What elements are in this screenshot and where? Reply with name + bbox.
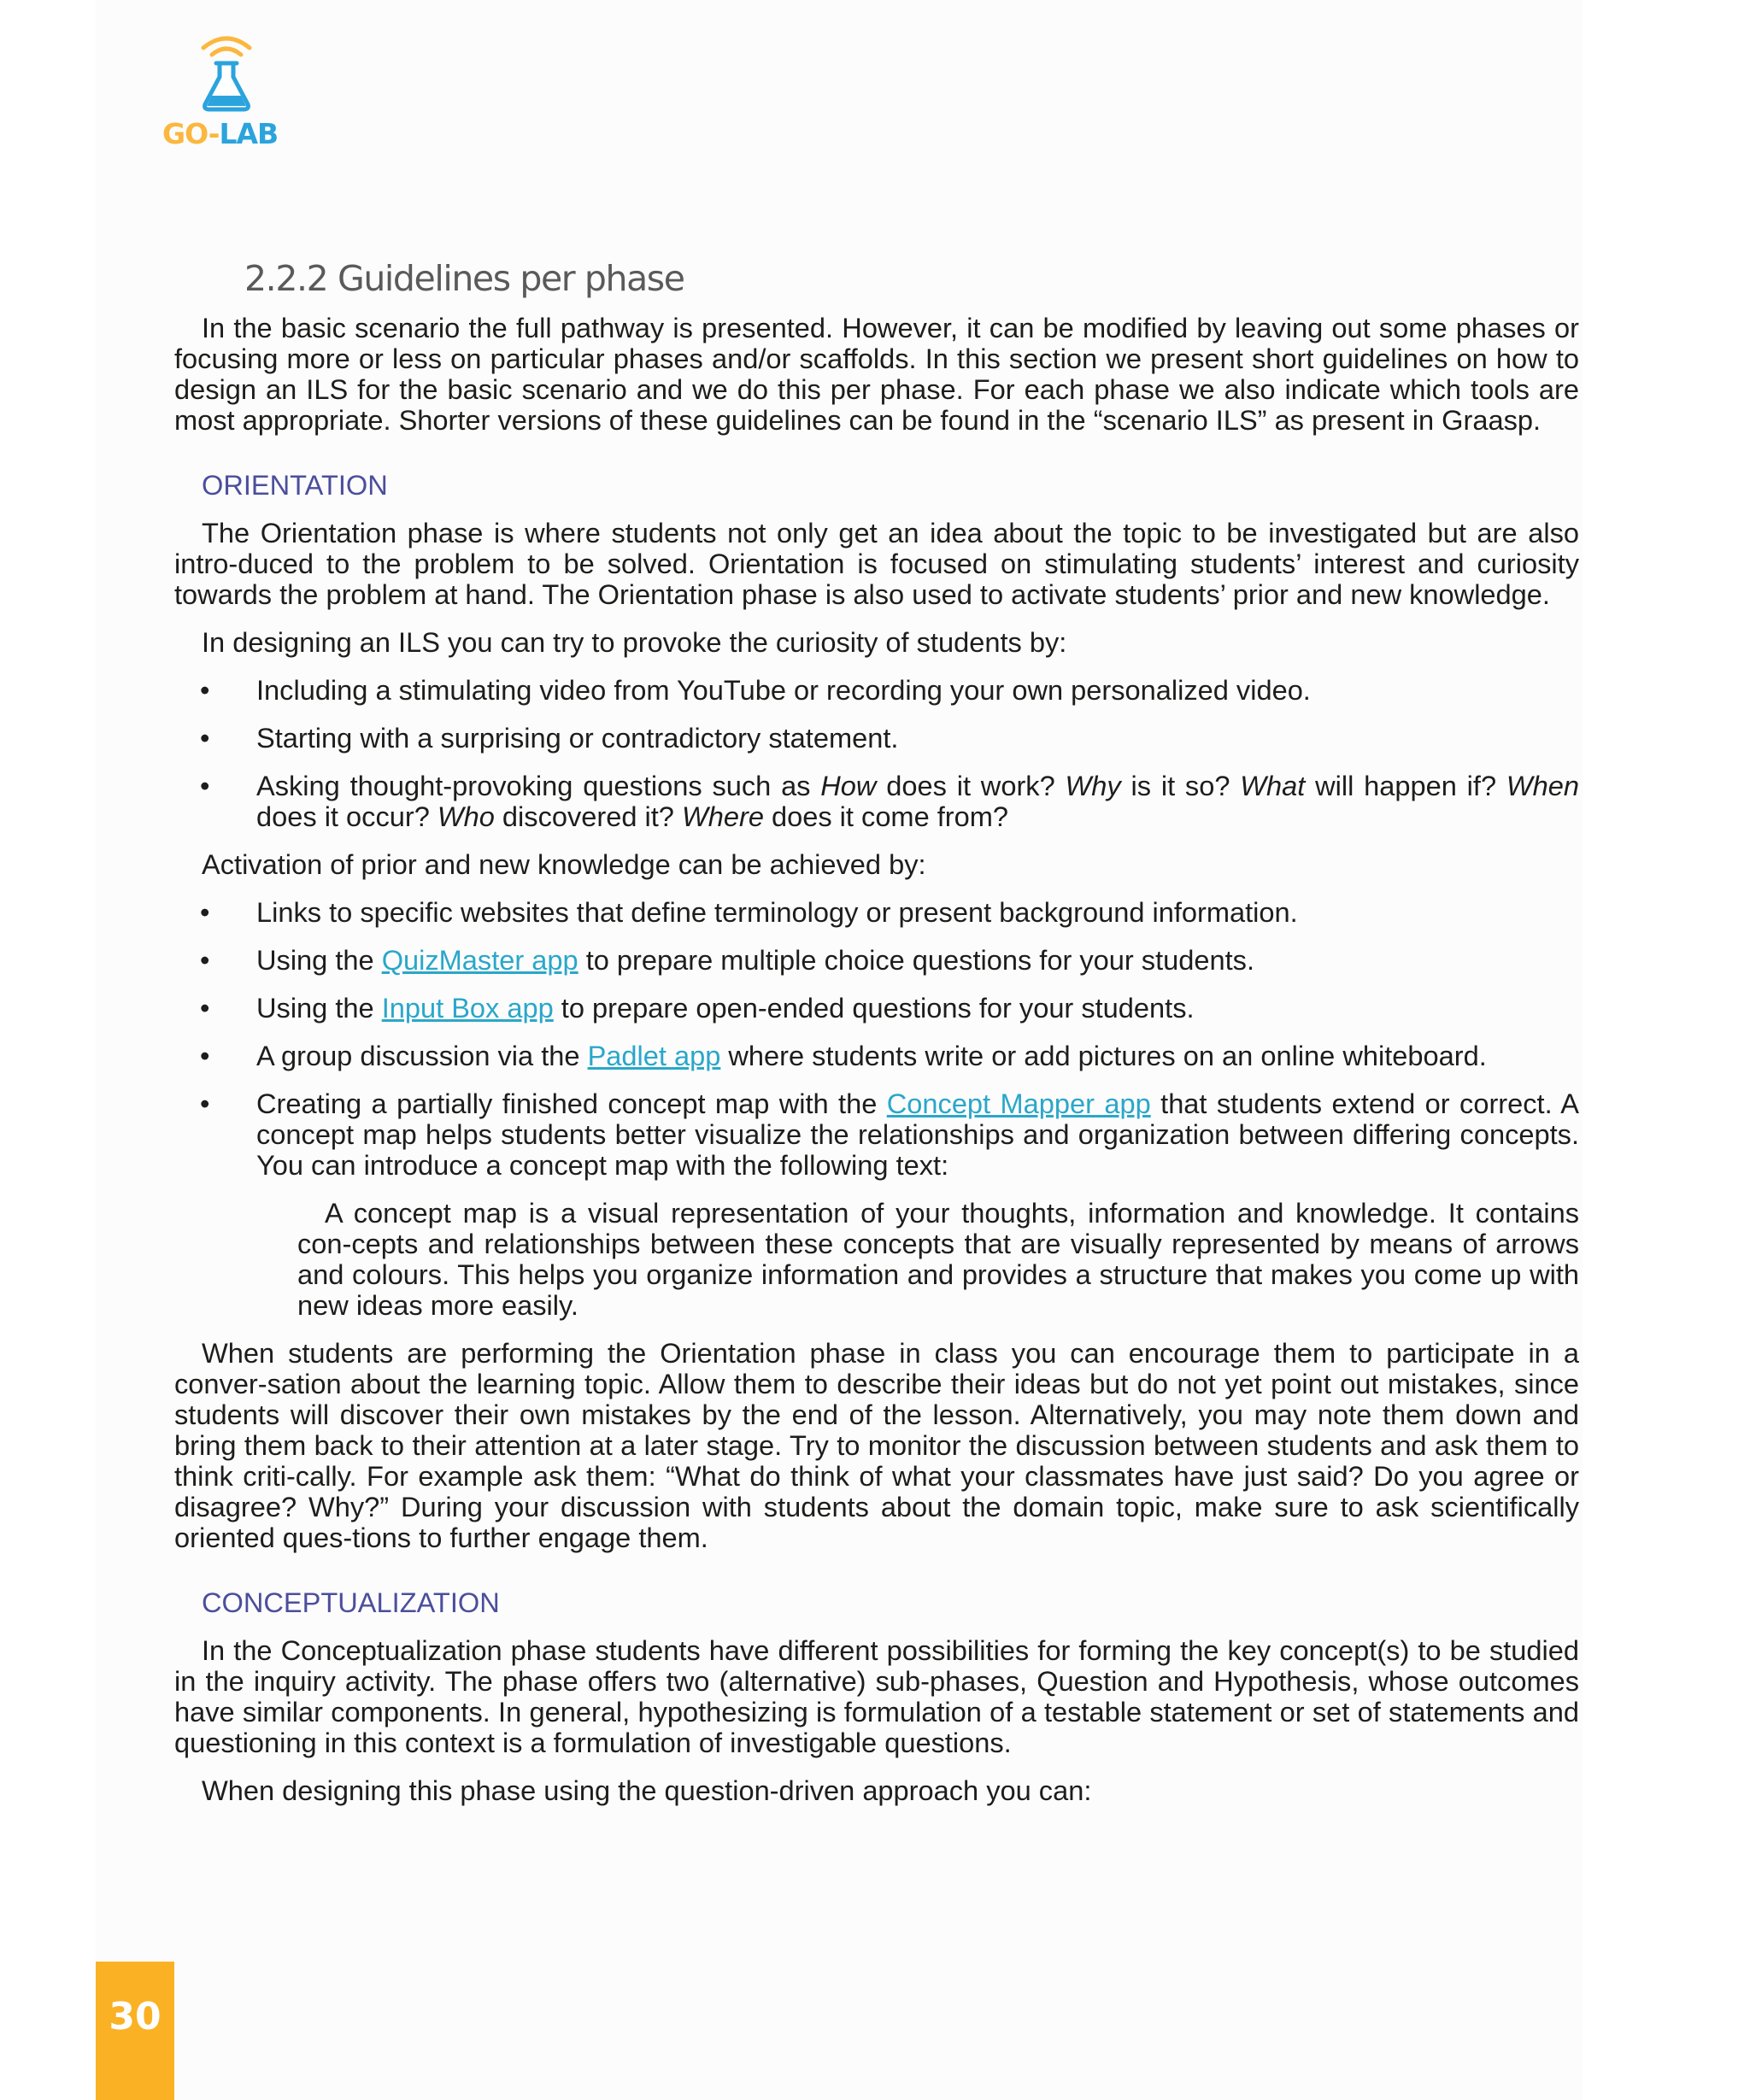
item-text: Using the <box>256 944 382 976</box>
question-word: When <box>1506 770 1579 801</box>
item-text: Creating a partially finished concept map with the <box>256 1088 887 1119</box>
list-item <box>256 993 1579 1024</box>
page-number-tab <box>96 1962 174 2100</box>
item-text: to prepare open-ended questions for your students. <box>553 992 1195 1024</box>
flask-with-signal-icon <box>195 32 258 114</box>
go-lab-logo <box>154 32 299 161</box>
logo-wordmark <box>162 117 279 150</box>
item-text: Using the <box>256 992 382 1024</box>
item-text: does it work? <box>876 770 1066 801</box>
orientation-class-paragraph: When students are performing the Orientation phase in class you can encourage them to participate in a conver-sation about the learning topic. Allow them to describe their ideas but do not yet point out mistakes, since students will discover their own mistakes by the end of the lesson. Alternatively, you may note them down and bring them back to their attention at a later stage. Try to monitor the discussion between students and ask them to think criti-cally. For example ask them: “What do think of what your classmates have just said? Do you agree or disagree? Why?” During your discussion with students about the domain topic, make sure to ask scientifically oriented ques-tions to further engage them. <box>174 1337 1579 1553</box>
logo-lab: LAB <box>219 117 279 150</box>
input-box-app-link[interactable]: Input Box app <box>381 992 554 1024</box>
item-text: will happen if? <box>1305 770 1506 801</box>
item-text: that students extend or correct. A concept map helps students better visualize the relationships and organization between differing concepts. You can introduce a concept map with the following text: <box>256 1088 1579 1181</box>
item-text: does it occur? <box>256 801 438 832</box>
activation-list <box>174 897 1579 1181</box>
conceptualization-paragraph: In the Conceptualization phase students have different possibilities for forming the key concept(s) to be studied in the inquiry activity. The phase offers two (alternative) sub-phases, Question and Hypothesis, whose outcomes have similar components. In general, hypothesizing is formulation of a testable statement or set of statements and questioning in this context is a formulation of investigable questions. <box>174 1634 1579 1758</box>
item-text: Asking thought-provoking questions such as <box>256 770 821 801</box>
list-item <box>256 1041 1579 1071</box>
curiosity-lead: In designing an ILS you can try to provoke the curiosity of students by: <box>202 626 1067 658</box>
list-item <box>256 1088 1579 1181</box>
question-word: Where <box>681 801 764 832</box>
question-word: How <box>820 770 877 801</box>
list-item: • Including a stimulating video from YouTube or recording your own personalized video. <box>256 675 1579 706</box>
concept-mapper-app-link[interactable]: Concept Mapper app <box>886 1088 1151 1119</box>
intro-paragraph: In the basic scenario the full pathway is presented. However, it can be modified by leaving out some phases or focusing more or less on particular phases and/or scaffolds. In this section we present short guidelines on how to design an ILS for the basic scenario and we do this per phase. For each phase we also indicate which tools are most appropriate. Shorter versions of these guidelines can be found in the “scenario ILS” as present in Graasp. <box>174 312 1579 436</box>
conceptualization-lead: When designing this phase using the question-driven approach you can: <box>202 1774 1092 1806</box>
question-word: What <box>1240 770 1306 801</box>
list-item <box>256 771 1579 832</box>
item-text: A group discussion via the <box>256 1040 588 1071</box>
list-item: • Starting with a surprising or contradictory statement. <box>256 723 1579 754</box>
item-text: where students write or add pictures on an online whiteboard. <box>720 1040 1487 1071</box>
item-text: does it come from? <box>763 801 1009 832</box>
activation-lead: Activation of prior and new knowledge can be achieved by: <box>202 848 926 880</box>
page-content <box>174 253 1579 1806</box>
section-title: 2.2.2 Guidelines per phase <box>244 258 684 299</box>
list-item: • Links to specific websites that define terminology or present background information. <box>256 897 1579 928</box>
item-text: to prepare multiple choice questions for your students. <box>578 944 1255 976</box>
page-number: 30 <box>109 1995 161 2038</box>
curiosity-list <box>174 675 1579 832</box>
question-word: Who <box>437 801 495 832</box>
list-item <box>256 945 1579 976</box>
item-text: is it so? <box>1120 770 1241 801</box>
orientation-paragraph: The Orientation phase is where students not only get an idea about the topic to be investigated but are also intro-duced to the problem to be solved. Orientation is focused on stimulating students’ interest and curiosity towards the problem at hand. The Orientation phase is also used to activate students’ prior and new knowledge. <box>174 517 1579 610</box>
item-text: discovered it? <box>494 801 682 832</box>
orientation-heading: ORIENTATION <box>202 469 388 501</box>
concept-map-quote: A concept map is a visual representation of your thoughts, information and knowledge. It contains con-cepts and relationships between these concepts that are visually represented by means of arrows and colours. This helps you organize information and provides a structure that makes you come up with new ideas more easily. <box>297 1197 1579 1321</box>
question-word: Why <box>1065 770 1121 801</box>
logo-go: GO <box>162 117 208 150</box>
conceptualization-heading: CONCEPTUALIZATION <box>202 1587 500 1618</box>
logo-separator: - <box>208 117 220 150</box>
quizmaster-app-link[interactable]: QuizMaster app <box>381 944 578 976</box>
padlet-app-link[interactable]: Padlet app <box>587 1040 721 1071</box>
